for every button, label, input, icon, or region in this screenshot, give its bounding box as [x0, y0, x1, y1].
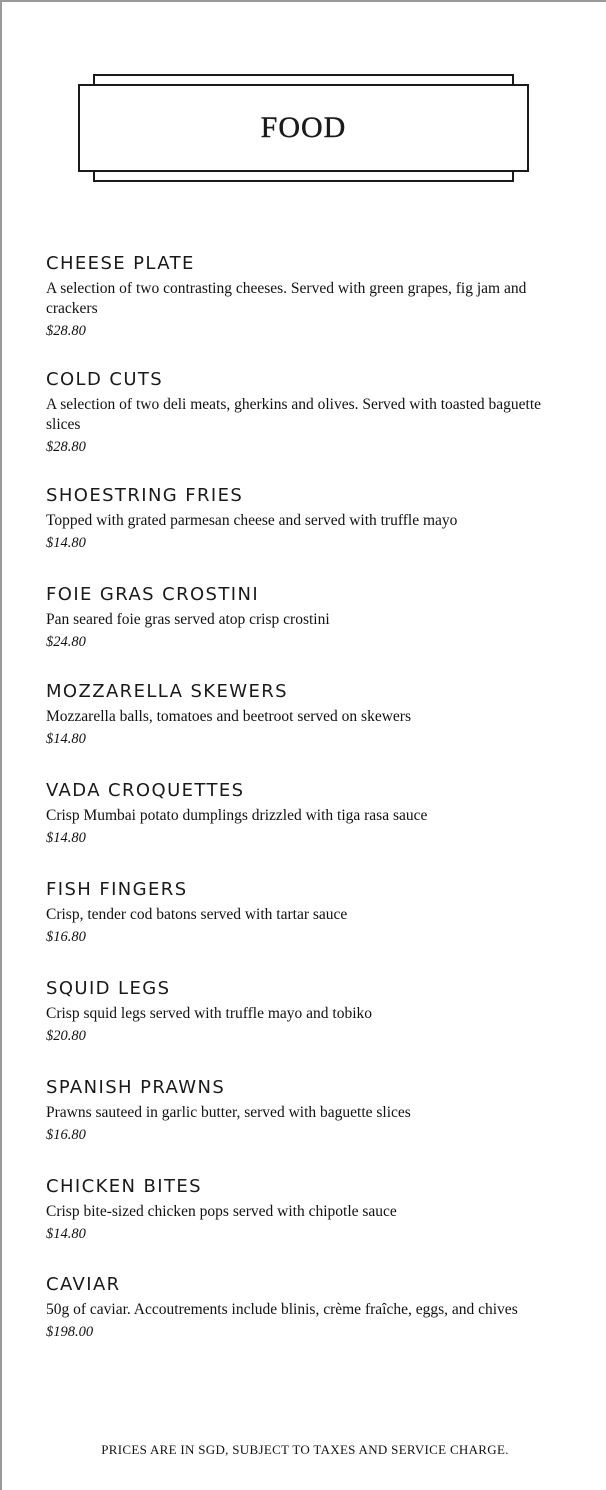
item-description: Mozzarella balls, tomatoes and beetroot served on skewers — [46, 708, 411, 725]
item-description: Crisp, tender cod batons served with tartar sauce — [46, 906, 348, 923]
item-price: $28.80 — [46, 439, 86, 455]
item-name: MOZZARELLA SKEWERS — [46, 681, 288, 702]
item-name: COLD CUTS — [46, 369, 164, 390]
item-price: $14.80 — [46, 830, 86, 846]
pricing-note: PRICES ARE IN SGD, SUBJECT TO TAXES AND SERVICE CHARGE. — [101, 1442, 509, 1457]
item-name: SHOESTRING FRIES — [46, 485, 244, 506]
menu-item-foie-gras-crostini — [46, 583, 566, 652]
menu-item-squid-legs — [46, 977, 566, 1046]
menu-item-mozzarella-skewers — [46, 680, 566, 749]
menu-item-vada-croquettes — [46, 779, 566, 848]
menu-item-cheese-plate — [46, 252, 566, 341]
menu-item-chicken-bites — [46, 1175, 566, 1244]
item-description: 50g of caviar. Accoutrements include blinis, crème fraîche, eggs, and chives — [46, 1301, 518, 1318]
item-name: SQUID LEGS — [46, 978, 171, 999]
menu-item-fish-fingers — [46, 878, 566, 947]
menu-item-spanish-prawns — [46, 1076, 566, 1145]
item-description: Topped with grated parmesan cheese and served with truffle mayo — [46, 512, 458, 529]
item-description: Crisp Mumbai potato dumplings drizzled with tiga rasa sauce — [46, 807, 428, 824]
item-name: FOIE GRAS CROSTINI — [46, 584, 260, 605]
item-price: $28.80 — [46, 323, 86, 339]
menu-item-caviar — [46, 1273, 566, 1342]
menu-item-shoestring-fries — [46, 484, 566, 553]
item-name: CAVIAR — [46, 1274, 121, 1295]
item-price: $14.80 — [46, 1226, 86, 1242]
item-description: Pan seared foie gras served atop crisp crostini — [46, 611, 330, 628]
item-description: A selection of two contrasting cheeses. Served with green grapes, fig jam and crackers — [46, 280, 527, 317]
item-name: SPANISH PRAWNS — [46, 1077, 226, 1098]
item-price: $20.80 — [46, 1028, 86, 1044]
item-name: CHICKEN BITES — [46, 1176, 202, 1197]
item-description: Prawns sauteed in garlic butter, served with baguette slices — [46, 1104, 411, 1121]
item-name: VADA CROQUETTES — [46, 780, 245, 801]
menu-item-cold-cuts — [46, 368, 566, 457]
item-price: $16.80 — [46, 929, 86, 945]
item-price: $14.80 — [46, 731, 86, 747]
item-price: $24.80 — [46, 634, 86, 650]
item-name: CHEESE PLATE — [46, 253, 195, 274]
title-frame — [78, 84, 529, 172]
item-description: Crisp squid legs served with truffle mayo and tobiko — [46, 1005, 373, 1022]
item-description: A selection of two deli meats, gherkins and olives. Served with toasted baguette slices — [46, 396, 542, 433]
item-description: Crisp bite-sized chicken pops served with chipotle sauce — [46, 1203, 397, 1220]
item-name: FISH FINGERS — [46, 879, 188, 900]
item-price: $14.80 — [46, 535, 86, 551]
item-price: $16.80 — [46, 1127, 86, 1143]
page-title: FOOD — [260, 111, 347, 144]
item-price: $198.00 — [46, 1324, 94, 1340]
